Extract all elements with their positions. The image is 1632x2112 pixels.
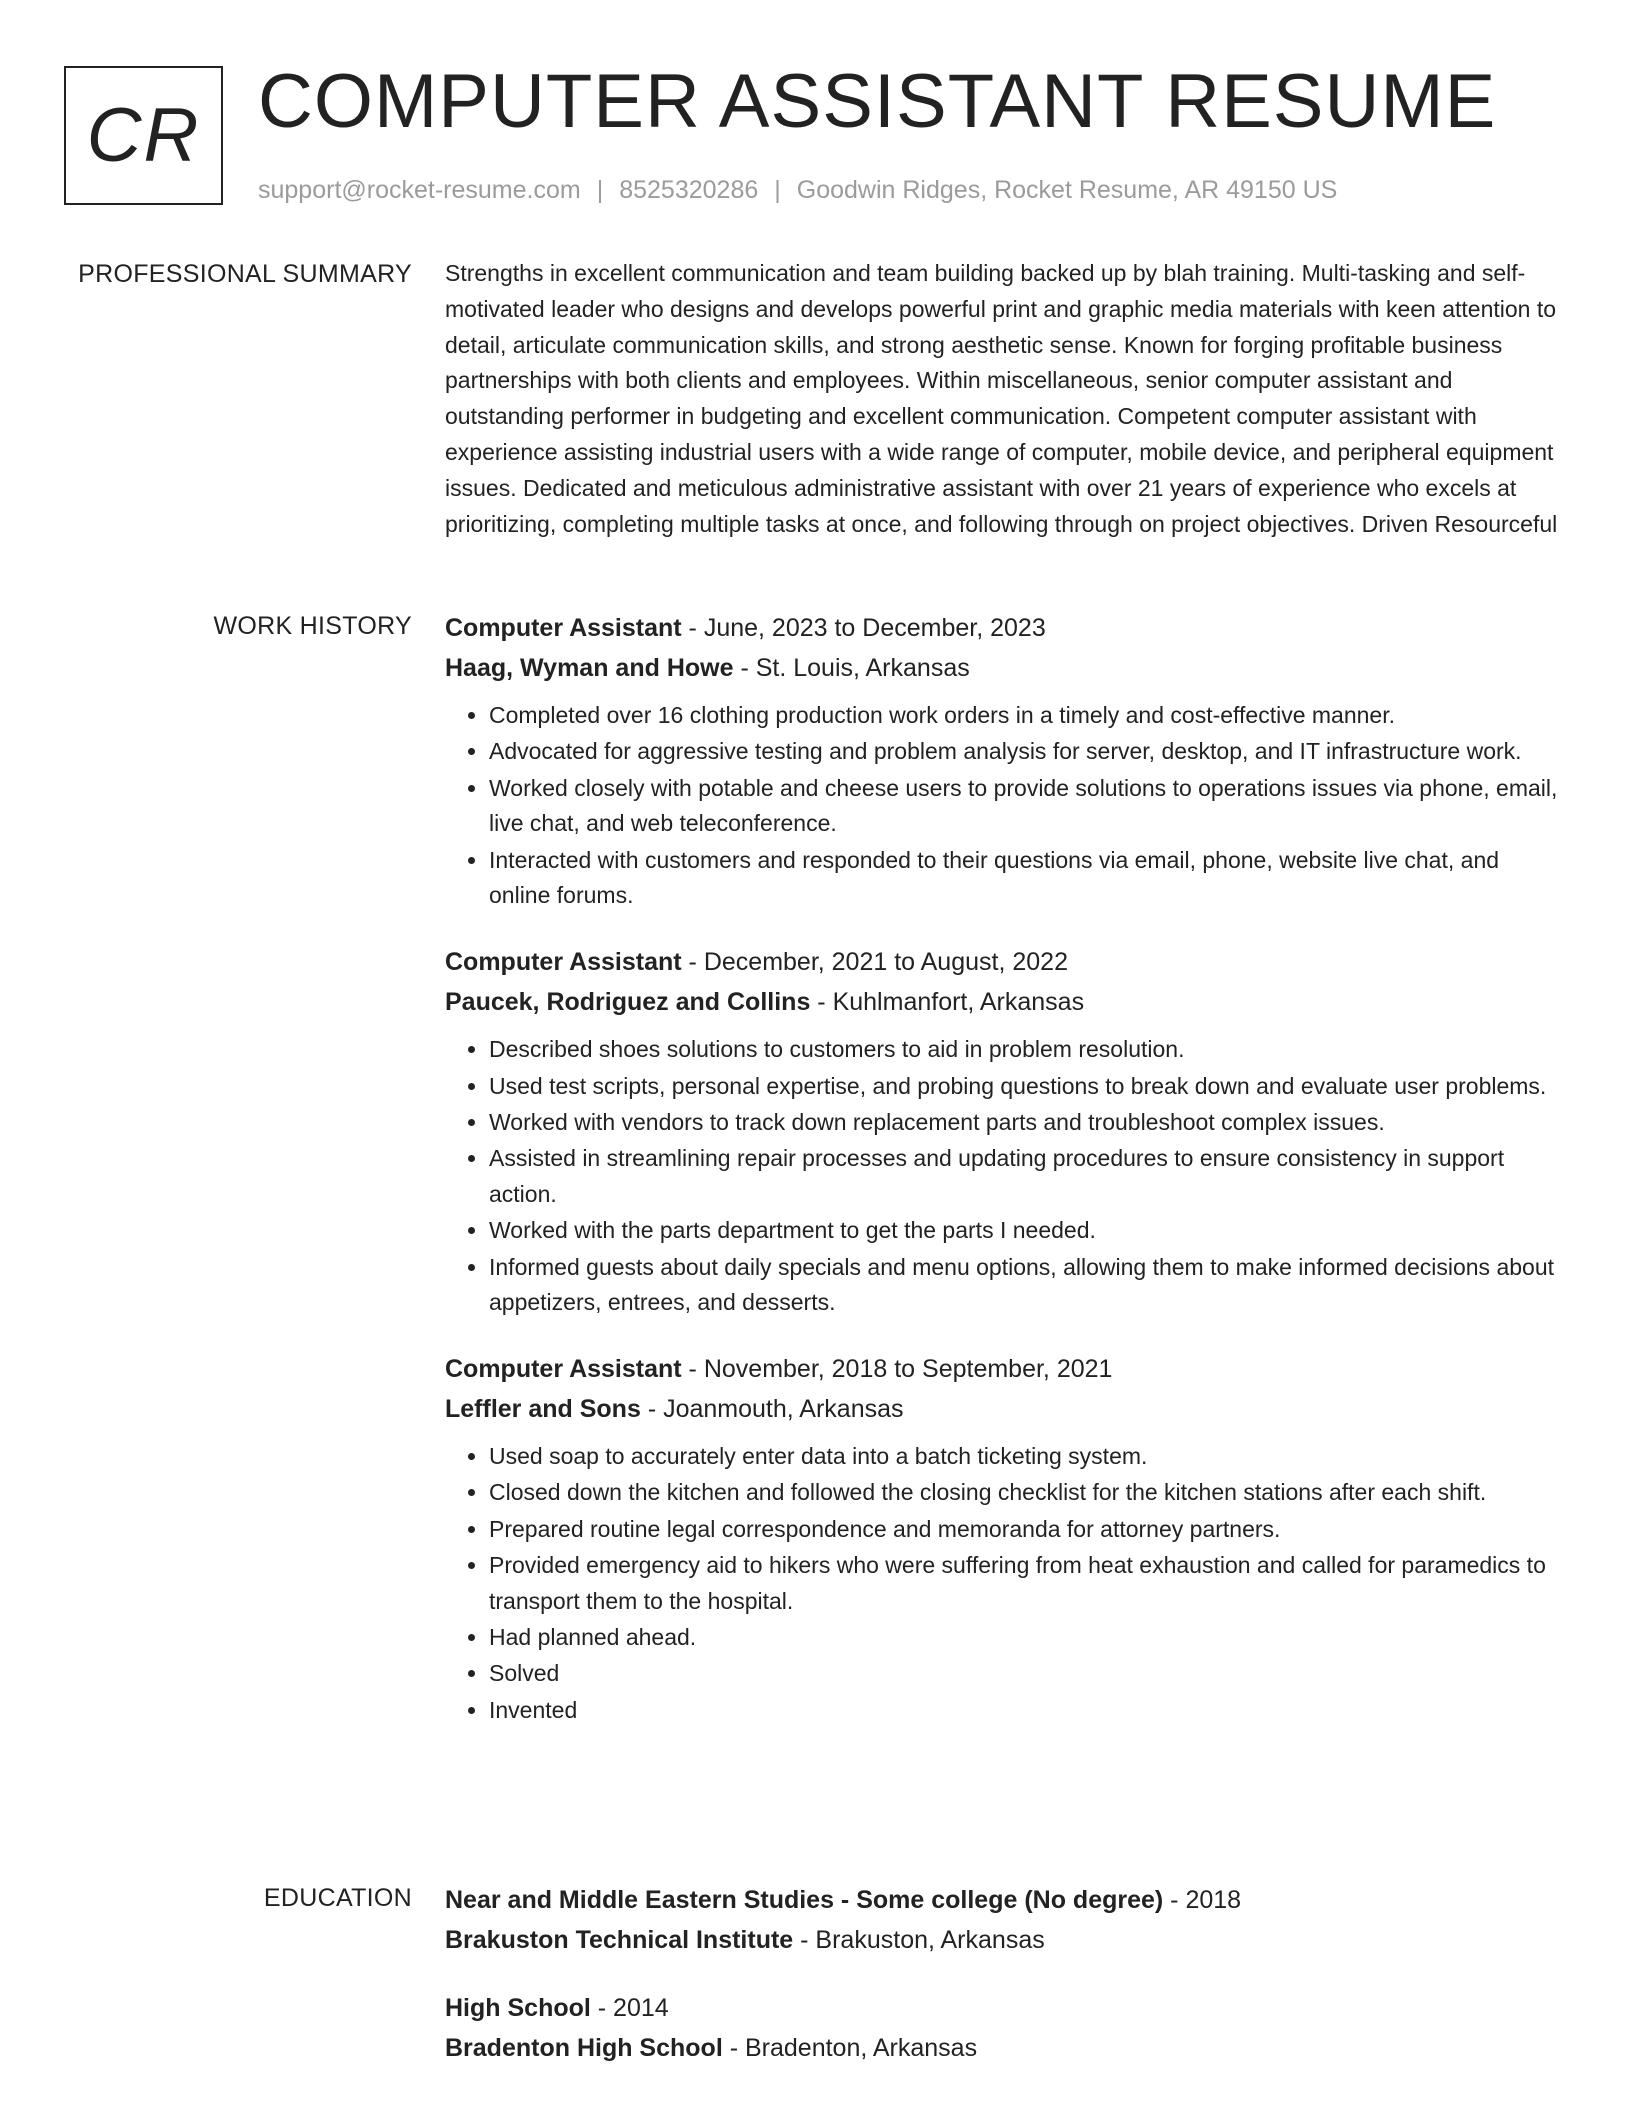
job-bullet: • Assisted in streamlining repair processes and updating procedures to ensure consistency in support action. <box>489 1141 1565 1213</box>
job-company-line <box>445 982 1565 1022</box>
job-bullet: • Worked closely with potable and cheese users to provide solutions to operations issues via phone, email, live chat, and web teleconference. <box>489 771 1565 843</box>
job-bullet: • Worked with the parts department to get the parts I needed. <box>489 1213 1565 1249</box>
summary-text: Strengths in excellent communication and team building backed up by blah training. Multi-tasking and self-motivated leader who designs and develops powerful print and graphic media materials with keen attention to detail, articulate communication skills, and strong aesthetic sense. Known for forging profitable business partnerships with both clients and employees. Within miscellaneous, senior computer assistant and outstanding performer in budgeting and excellent communication. Competent computer assistant with experience assisting industrial users with a wide range of computer, mobile device, and peripheral equipment issues. Dedicated and meticulous administrative assistant with over 21 years of experience who excels at prioritizing, completing multiple tasks at once, and following through on project objectives. Driven Resourceful <box>445 260 1558 537</box>
job-entry <box>445 1349 1565 1728</box>
job-entry <box>445 608 1565 914</box>
job-bullet: • Advocated for aggressive testing and problem analysis for server, desktop, and IT infrastructure work. <box>489 734 1565 770</box>
job-bullet: • Used test scripts, personal expertise, and probing questions to break down and evaluate user problems. <box>489 1069 1565 1105</box>
job-bullet: • Completed over 16 clothing production work orders in a timely and cost-effective manner. <box>489 698 1565 734</box>
job-location: - Kuhlmanfort, Arkansas <box>810 988 1085 1017</box>
job-company: Haag, Wyman and Howe <box>445 654 734 682</box>
job-bullet: • Used soap to accurately enter data into a batch ticketing system. <box>489 1439 1565 1475</box>
job-bullet: • Interacted with customers and responded to their questions via email, phone, website live chat, and online forums. <box>489 843 1565 915</box>
section-heading-education: EDUCATION <box>263 1884 412 1912</box>
education-location: - Brakuston, Arkansas <box>793 1926 1045 1954</box>
contact-line <box>258 174 1337 206</box>
job-bullet: • Closed down the kitchen and followed the closing checklist for the kitchen stations after each shift. <box>489 1475 1565 1511</box>
contact-address: Goodwin Ridges, Rocket Resume, AR 49150 US <box>796 176 1338 204</box>
education-degree: High School <box>445 1994 591 2022</box>
job-location: - Joanmouth, Arkansas <box>640 1395 904 1424</box>
job-dates: - December, 2021 to August, 2022 <box>681 948 1068 977</box>
resume-title: COMPUTER ASSISTANT RESUME <box>258 59 1497 144</box>
job-company: Leffler and Sons <box>445 1395 641 1424</box>
job-dates: - November, 2018 to September, 2021 <box>681 1355 1113 1384</box>
education-school: Brakuston Technical Institute <box>445 1926 794 1954</box>
job-bullets <box>445 1439 1565 1728</box>
education-year: - 2018 <box>1163 1886 1242 1914</box>
job-bullet: • Described shoes solutions to customers to aid in problem resolution. <box>489 1032 1565 1068</box>
contact-separator: | <box>774 176 781 204</box>
job-entry <box>445 942 1565 1321</box>
section-heading-summary: PROFESSIONAL SUMMARY <box>78 260 412 288</box>
job-title-line <box>445 1349 1565 1389</box>
education-school-line <box>445 1920 1565 1960</box>
job-title-line <box>445 608 1565 648</box>
job-bullet: • Had planned ahead. <box>489 1620 1565 1656</box>
monogram-badge <box>64 66 223 205</box>
job-title: Computer Assistant <box>445 948 682 977</box>
job-bullet: • Prepared routine legal correspondence and memoranda for attorney partners. <box>489 1512 1565 1548</box>
education-degree-line <box>445 1880 1565 1920</box>
job-bullet: • Solved <box>489 1656 1565 1692</box>
job-bullet: • Invented <box>489 1693 1565 1729</box>
section-heading-work-history: WORK HISTORY <box>213 612 412 640</box>
job-bullet: • Provided emergency aid to hikers who were suffering from heat exhaustion and called for paramedics to transport them to the hospital. <box>489 1548 1565 1620</box>
job-bullets <box>445 1032 1565 1321</box>
job-bullet: • Informed guests about daily specials and menu options, allowing them to make informed decisions about appetizers, entrees, and desserts. <box>489 1250 1565 1322</box>
contact-phone[interactable]: 8525320286 <box>619 176 759 204</box>
job-title-line <box>445 942 1565 982</box>
education-degree-line <box>445 1988 1565 2028</box>
job-dates: - June, 2023 to December, 2023 <box>681 614 1046 642</box>
job-title: Computer Assistant <box>445 1355 682 1384</box>
job-title: Computer Assistant <box>445 614 682 642</box>
education-location: - Bradenton, Arkansas <box>722 2034 978 2062</box>
education-degree: Near and Middle Eastern Studies - Some college (No degree) <box>445 1886 1164 1914</box>
job-location: - St. Louis, Arkansas <box>733 654 970 682</box>
contact-separator: | <box>596 176 604 204</box>
monogram-text: CR <box>86 93 201 178</box>
job-company-line <box>445 648 1565 688</box>
education-entry <box>445 1988 1565 2068</box>
job-bullets <box>445 698 1565 914</box>
contact-email[interactable]: support@rocket-resume.com <box>258 176 581 204</box>
job-company-line <box>445 1389 1565 1429</box>
education-year: - 2014 <box>590 1994 669 2022</box>
job-bullet: • Worked with vendors to track down replacement parts and troubleshoot complex issues. <box>489 1105 1565 1141</box>
job-company: Paucek, Rodriguez and Collins <box>445 988 811 1017</box>
education-school: Bradenton High School <box>445 2034 723 2062</box>
education-entry <box>445 1880 1565 1960</box>
education-school-line <box>445 2028 1565 2068</box>
